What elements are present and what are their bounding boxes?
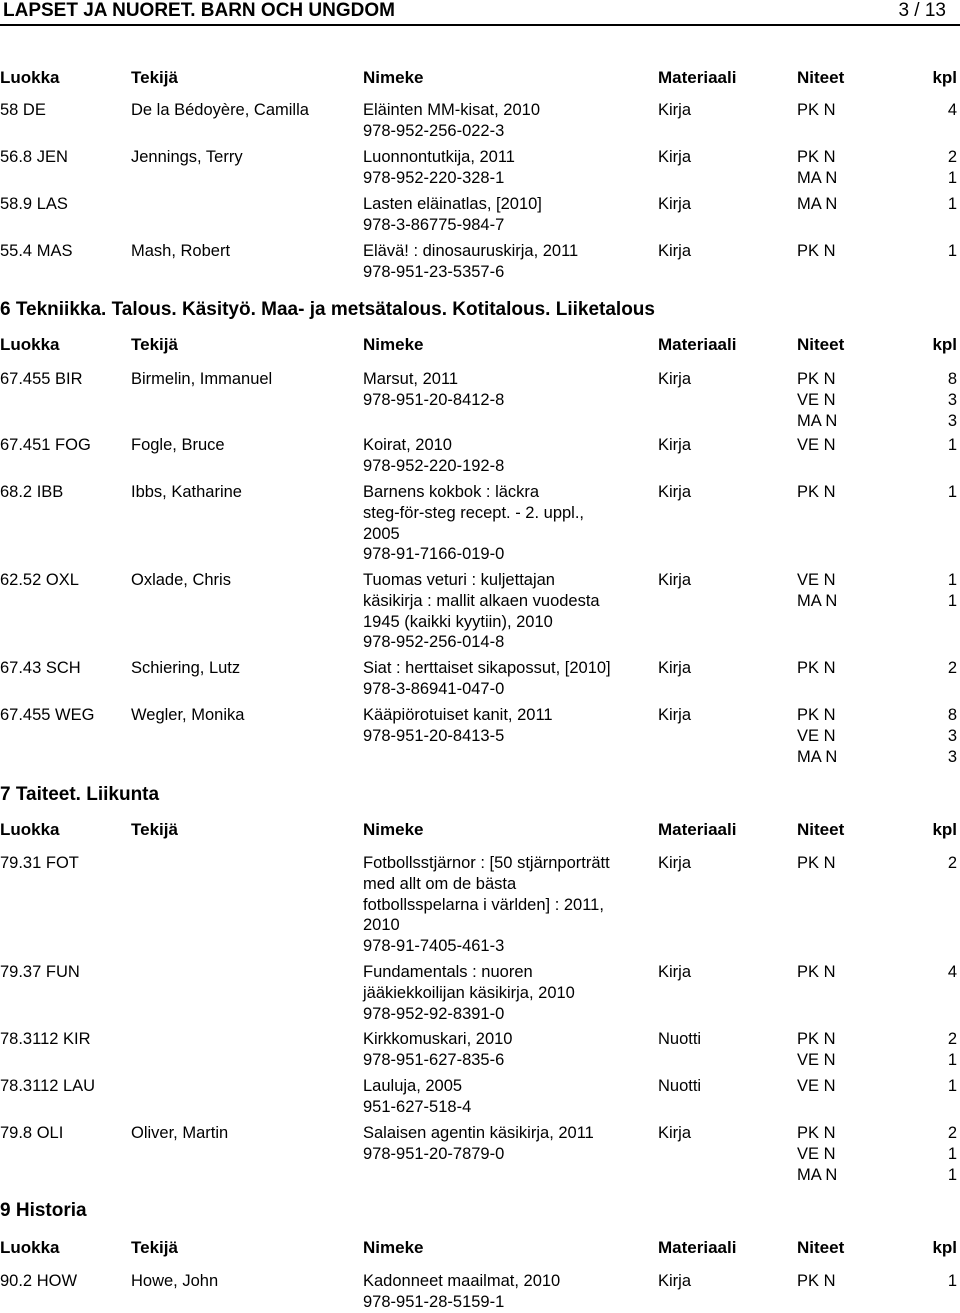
cell-niteet-line: MA N xyxy=(797,1165,838,1184)
cell-materiaali: Kirja xyxy=(658,195,692,213)
cell-materiaali: Kirja xyxy=(658,963,692,981)
cell-materiaali: Kirja xyxy=(658,571,692,589)
cell-niteet xyxy=(797,853,836,874)
cell-materiaali: Kirja xyxy=(658,101,692,119)
cell-tekija: Jennings, Terry xyxy=(131,148,243,166)
cell-kpl-line: 1 xyxy=(947,195,957,213)
cell-nimeke-line: 978-951-20-8412-8 xyxy=(363,390,505,409)
column-header-luokka: Luokka xyxy=(0,335,60,354)
cell-materiaali: Nuotti xyxy=(658,1030,702,1048)
column-header-materiaali: Materiaali xyxy=(658,820,737,839)
cell-tekija: Fogle, Bruce xyxy=(131,436,225,454)
cell-niteet-line: MA N xyxy=(797,411,838,430)
column-header-tekija: Tekijä xyxy=(131,335,178,354)
cell-niteet xyxy=(797,1123,837,1185)
cell-tekija: Mash, Robert xyxy=(131,242,231,260)
cell-kpl-line: 3 xyxy=(947,726,957,745)
cell-niteet-line: PK N xyxy=(797,659,836,677)
cell-kpl-line: 1 xyxy=(947,436,957,454)
cell-niteet xyxy=(797,705,837,767)
cell-luokka: 58 DE xyxy=(0,101,46,119)
cell-niteet xyxy=(797,241,836,262)
column-header-materiaali: Materiaali xyxy=(658,335,737,354)
column-header-row xyxy=(0,68,960,88)
cell-materiaali: Kirja xyxy=(658,706,692,724)
cell-niteet-line: MA N xyxy=(797,747,838,766)
cell-kpl xyxy=(900,1076,957,1097)
cell-kpl-line: 2 xyxy=(947,148,957,166)
section-title: 9 Historia xyxy=(0,1200,87,1221)
column-header-nimeke: Nimeke xyxy=(363,820,424,839)
cell-niteet xyxy=(797,482,836,503)
cell-nimeke-line: 2005 xyxy=(363,524,400,543)
cell-niteet xyxy=(797,100,836,121)
cell-nimeke-line: Tuomas veturi : kuljettajan xyxy=(363,571,555,589)
cell-kpl xyxy=(900,100,957,121)
cell-kpl xyxy=(900,962,957,983)
cell-tekija: De la Bédoyère, Camilla xyxy=(131,101,309,119)
cell-niteet-line: VE N xyxy=(797,1144,836,1163)
cell-niteet xyxy=(797,435,836,456)
cell-kpl xyxy=(900,369,957,431)
cell-niteet-line: PK N xyxy=(797,1030,836,1048)
cell-nimeke-line: 978-952-220-192-8 xyxy=(363,456,505,475)
cell-tekija: Schiering, Lutz xyxy=(131,659,241,677)
cell-nimeke-line: 951-627-518-4 xyxy=(363,1097,472,1116)
cell-nimeke-line: Lauluja, 2005 xyxy=(363,1077,463,1095)
cell-luokka: 78.3112 LAU xyxy=(0,1077,96,1095)
cell-nimeke-line: 978-3-86941-047-0 xyxy=(363,679,505,698)
cell-nimeke-line: 978-952-256-022-3 xyxy=(363,121,505,140)
cell-niteet xyxy=(797,194,837,215)
cell-kpl-line: 2 xyxy=(947,854,957,872)
cell-niteet-line: PK N xyxy=(797,101,836,119)
cell-tekija: Oxlade, Chris xyxy=(131,571,231,589)
cell-niteet-line: PK N xyxy=(797,370,836,388)
cell-nimeke-line: 978-951-28-5159-1 xyxy=(363,1292,505,1311)
cell-nimeke-line: 978-3-86775-984-7 xyxy=(363,215,505,234)
cell-niteet xyxy=(797,1271,836,1292)
cell-nimeke xyxy=(363,100,540,142)
cell-nimeke-line: 1945 (kaikki kyytiin), 2010 xyxy=(363,612,553,631)
cell-nimeke-line: 978-91-7405-461-3 xyxy=(363,937,505,956)
page-header xyxy=(0,0,960,26)
cell-nimeke xyxy=(363,853,610,957)
cell-niteet xyxy=(797,658,836,679)
cell-nimeke-line: Barnens kokbok : läckra xyxy=(363,483,540,501)
cell-tekija: Oliver, Martin xyxy=(131,1124,229,1142)
cell-kpl-line: 2 xyxy=(947,659,957,677)
cell-luokka: 79.31 FOT xyxy=(0,854,79,872)
cell-niteet xyxy=(797,369,837,431)
cell-kpl xyxy=(900,1029,957,1071)
column-header-niteet: Niteet xyxy=(797,1238,845,1257)
cell-nimeke xyxy=(363,435,504,477)
cell-kpl-line: 1 xyxy=(947,1165,957,1184)
cell-luokka: 56.8 JEN xyxy=(0,148,68,166)
cell-nimeke xyxy=(363,1271,560,1313)
cell-nimeke-line: Fotbollsstjärnor : [50 stjärnporträtt xyxy=(363,854,610,872)
column-header-kpl: kpl xyxy=(932,1238,957,1257)
cell-nimeke-line: jääkiekkoilijan käsikirja, 2010 xyxy=(363,983,575,1002)
column-header-luokka: Luokka xyxy=(0,68,60,87)
cell-niteet-line: PK N xyxy=(797,1124,836,1142)
cell-niteet-line: PK N xyxy=(797,242,836,260)
cell-kpl xyxy=(900,853,957,874)
cell-nimeke-line: Marsut, 2011 xyxy=(363,370,459,388)
cell-nimeke xyxy=(363,194,542,236)
cell-kpl xyxy=(900,1271,957,1292)
column-header-row xyxy=(0,335,960,355)
cell-niteet xyxy=(797,570,837,612)
cell-nimeke-line: Luonnontutkija, 2011 xyxy=(363,148,515,166)
cell-nimeke-line: 978-951-20-7879-0 xyxy=(363,1144,505,1163)
cell-nimeke-line: steg-för-steg recept. - 2. uppl., xyxy=(363,503,585,522)
page-number: 3 / 13 xyxy=(898,0,946,21)
cell-kpl-line: 1 xyxy=(947,1272,957,1290)
cell-kpl-line: 4 xyxy=(947,963,957,981)
cell-tekija: Birmelin, Immanuel xyxy=(131,370,273,388)
cell-kpl-line: 1 xyxy=(947,483,957,501)
cell-nimeke-line: med allt om de bästa xyxy=(363,874,517,893)
cell-kpl-line: 1 xyxy=(947,1077,957,1095)
cell-niteet-line: PK N xyxy=(797,148,836,166)
cell-nimeke-line: Koirat, 2010 xyxy=(363,436,452,454)
cell-kpl xyxy=(900,570,957,612)
section-title: 6 Tekniikka. Talous. Käsityö. Maa- ja metsätalous. Kotitalous. Liiketalous xyxy=(0,299,655,320)
cell-nimeke-line: 978-951-20-8413-5 xyxy=(363,726,505,745)
column-header-row xyxy=(0,820,960,840)
column-header-niteet: Niteet xyxy=(797,335,845,354)
cell-niteet-line: VE N xyxy=(797,726,836,745)
column-header-kpl: kpl xyxy=(932,68,957,87)
cell-nimeke-line: Elävä! : dinosauruskirja, 2011 xyxy=(363,242,579,260)
section-title: 7 Taiteet. Liikunta xyxy=(0,784,160,805)
cell-nimeke-line: fotbollsspelarna i världen] : 2011, xyxy=(363,895,604,914)
column-header-tekija: Tekijä xyxy=(131,1238,178,1257)
cell-nimeke-line: Siat : herttaiset sikapossut, [2010] xyxy=(363,659,611,677)
cell-nimeke xyxy=(363,705,553,747)
cell-materiaali: Kirja xyxy=(658,370,692,388)
column-header-kpl: kpl xyxy=(932,820,957,839)
cell-niteet xyxy=(797,962,836,983)
cell-kpl-line: 2 xyxy=(947,1124,957,1142)
cell-kpl-line: 3 xyxy=(947,747,957,766)
cell-nimeke-line: 2010 xyxy=(363,916,400,935)
column-header-nimeke: Nimeke xyxy=(363,1238,424,1257)
column-header-nimeke: Nimeke xyxy=(363,68,424,87)
cell-luokka: 62.52 OXL xyxy=(0,571,79,589)
cell-nimeke xyxy=(363,482,584,565)
cell-nimeke-line: 978-951-23-5357-6 xyxy=(363,262,505,281)
cell-materiaali: Kirja xyxy=(658,1124,692,1142)
cell-nimeke-line: Kadonneet maailmat, 2010 xyxy=(363,1272,561,1290)
column-header-nimeke: Nimeke xyxy=(363,335,424,354)
cell-niteet-line: MA N xyxy=(797,591,838,610)
cell-luokka: 68.2 IBB xyxy=(0,483,64,501)
cell-kpl-line: 1 xyxy=(947,591,957,610)
cell-tekija: Ibbs, Katharine xyxy=(131,483,242,501)
cell-nimeke-line: 978-952-220-328-1 xyxy=(363,168,505,187)
column-header-materiaali: Materiaali xyxy=(658,1238,737,1257)
cell-nimeke-line: 978-952-92-8391-0 xyxy=(363,1004,505,1023)
cell-luokka: 58.9 LAS xyxy=(0,195,68,213)
cell-niteet-line: PK N xyxy=(797,483,836,501)
cell-materiaali: Kirja xyxy=(658,242,692,260)
cell-niteet xyxy=(797,1029,836,1071)
cell-nimeke xyxy=(363,1123,594,1165)
cell-niteet-line: MA N xyxy=(797,168,838,187)
column-header-tekija: Tekijä xyxy=(131,820,178,839)
cell-niteet-line: PK N xyxy=(797,1272,836,1290)
cell-nimeke xyxy=(363,658,611,700)
column-header-luokka: Luokka xyxy=(0,1238,60,1257)
cell-materiaali: Kirja xyxy=(658,436,692,454)
cell-kpl xyxy=(900,482,957,503)
cell-kpl-line: 8 xyxy=(947,706,957,724)
cell-niteet xyxy=(797,147,837,189)
cell-nimeke xyxy=(363,570,600,653)
page-title: LAPSET JA NUORET. BARN OCH UNGDOM xyxy=(3,0,395,21)
cell-nimeke xyxy=(363,369,504,411)
cell-nimeke-line: Lasten eläinatlas, [2010] xyxy=(363,195,542,213)
cell-kpl-line: 3 xyxy=(947,390,957,409)
cell-niteet-line: PK N xyxy=(797,854,836,872)
cell-kpl-line: 1 xyxy=(947,168,957,187)
cell-tekija: Howe, John xyxy=(131,1272,219,1290)
cell-niteet-line: MA N xyxy=(797,195,838,213)
cell-niteet xyxy=(797,1076,836,1097)
cell-kpl xyxy=(900,435,957,456)
cell-kpl-line: 2 xyxy=(947,1030,957,1048)
cell-niteet-line: PK N xyxy=(797,963,836,981)
cell-nimeke-line: Salaisen agentin käsikirja, 2011 xyxy=(363,1124,594,1142)
cell-niteet-line: VE N xyxy=(797,1077,836,1095)
cell-nimeke-line: käsikirja : mallit alkaen vuodesta xyxy=(363,591,600,610)
cell-luokka: 90.2 HOW xyxy=(0,1272,78,1290)
cell-nimeke xyxy=(363,962,575,1024)
cell-niteet-line: VE N xyxy=(797,571,836,589)
cell-kpl-line: 8 xyxy=(947,370,957,388)
cell-nimeke-line: 978-91-7166-019-0 xyxy=(363,545,505,564)
cell-kpl-line: 3 xyxy=(947,411,957,430)
cell-materiaali: Kirja xyxy=(658,148,692,166)
cell-luokka: 67.455 BIR xyxy=(0,370,83,388)
column-header-tekija: Tekijä xyxy=(131,68,178,87)
column-header-materiaali: Materiaali xyxy=(658,68,737,87)
cell-luokka: 55.4 MAS xyxy=(0,242,73,260)
cell-nimeke xyxy=(363,241,578,283)
column-header-kpl: kpl xyxy=(932,335,957,354)
cell-luokka: 79.37 FUN xyxy=(0,963,80,981)
cell-nimeke-line: Kääpiörotuiset kanit, 2011 xyxy=(363,706,553,724)
cell-tekija: Wegler, Monika xyxy=(131,706,245,724)
cell-materiaali: Kirja xyxy=(658,854,692,872)
cell-nimeke-line: Fundamentals : nuoren xyxy=(363,963,533,981)
cell-nimeke xyxy=(363,1029,512,1071)
cell-luokka: 78.3112 KIR xyxy=(0,1030,91,1048)
cell-kpl xyxy=(900,147,957,189)
cell-kpl xyxy=(900,1123,957,1185)
cell-kpl-line: 1 xyxy=(947,242,957,260)
cell-materiaali: Nuotti xyxy=(658,1077,702,1095)
cell-materiaali: Kirja xyxy=(658,1272,692,1290)
cell-nimeke-line: Kirkkomuskari, 2010 xyxy=(363,1030,513,1048)
cell-nimeke xyxy=(363,1076,471,1118)
cell-luokka: 67.451 FOG xyxy=(0,436,91,454)
cell-luokka: 79.8 OLI xyxy=(0,1124,64,1142)
cell-kpl-line: 4 xyxy=(947,101,957,119)
cell-kpl-line: 1 xyxy=(947,1050,957,1069)
cell-kpl-line: 1 xyxy=(947,1144,957,1163)
column-header-niteet: Niteet xyxy=(797,820,845,839)
column-header-row xyxy=(0,1238,960,1258)
cell-luokka: 67.43 SCH xyxy=(0,659,81,677)
cell-kpl xyxy=(900,658,957,679)
cell-kpl xyxy=(900,705,957,767)
cell-niteet-line: PK N xyxy=(797,706,836,724)
cell-kpl-line: 1 xyxy=(947,571,957,589)
cell-nimeke xyxy=(363,147,515,189)
cell-materiaali: Kirja xyxy=(658,659,692,677)
cell-luokka: 67.455 WEG xyxy=(0,706,95,724)
column-header-luokka: Luokka xyxy=(0,820,60,839)
cell-materiaali: Kirja xyxy=(658,483,692,501)
cell-kpl xyxy=(900,194,957,215)
cell-nimeke-line: 978-952-256-014-8 xyxy=(363,633,505,652)
cell-niteet-line: VE N xyxy=(797,436,836,454)
column-header-niteet: Niteet xyxy=(797,68,845,87)
cell-nimeke-line: 978-951-627-835-6 xyxy=(363,1050,505,1069)
cell-niteet-line: VE N xyxy=(797,1050,836,1069)
cell-kpl xyxy=(900,241,957,262)
cell-niteet-line: VE N xyxy=(797,390,836,409)
cell-nimeke-line: Eläinten MM-kisat, 2010 xyxy=(363,101,540,119)
